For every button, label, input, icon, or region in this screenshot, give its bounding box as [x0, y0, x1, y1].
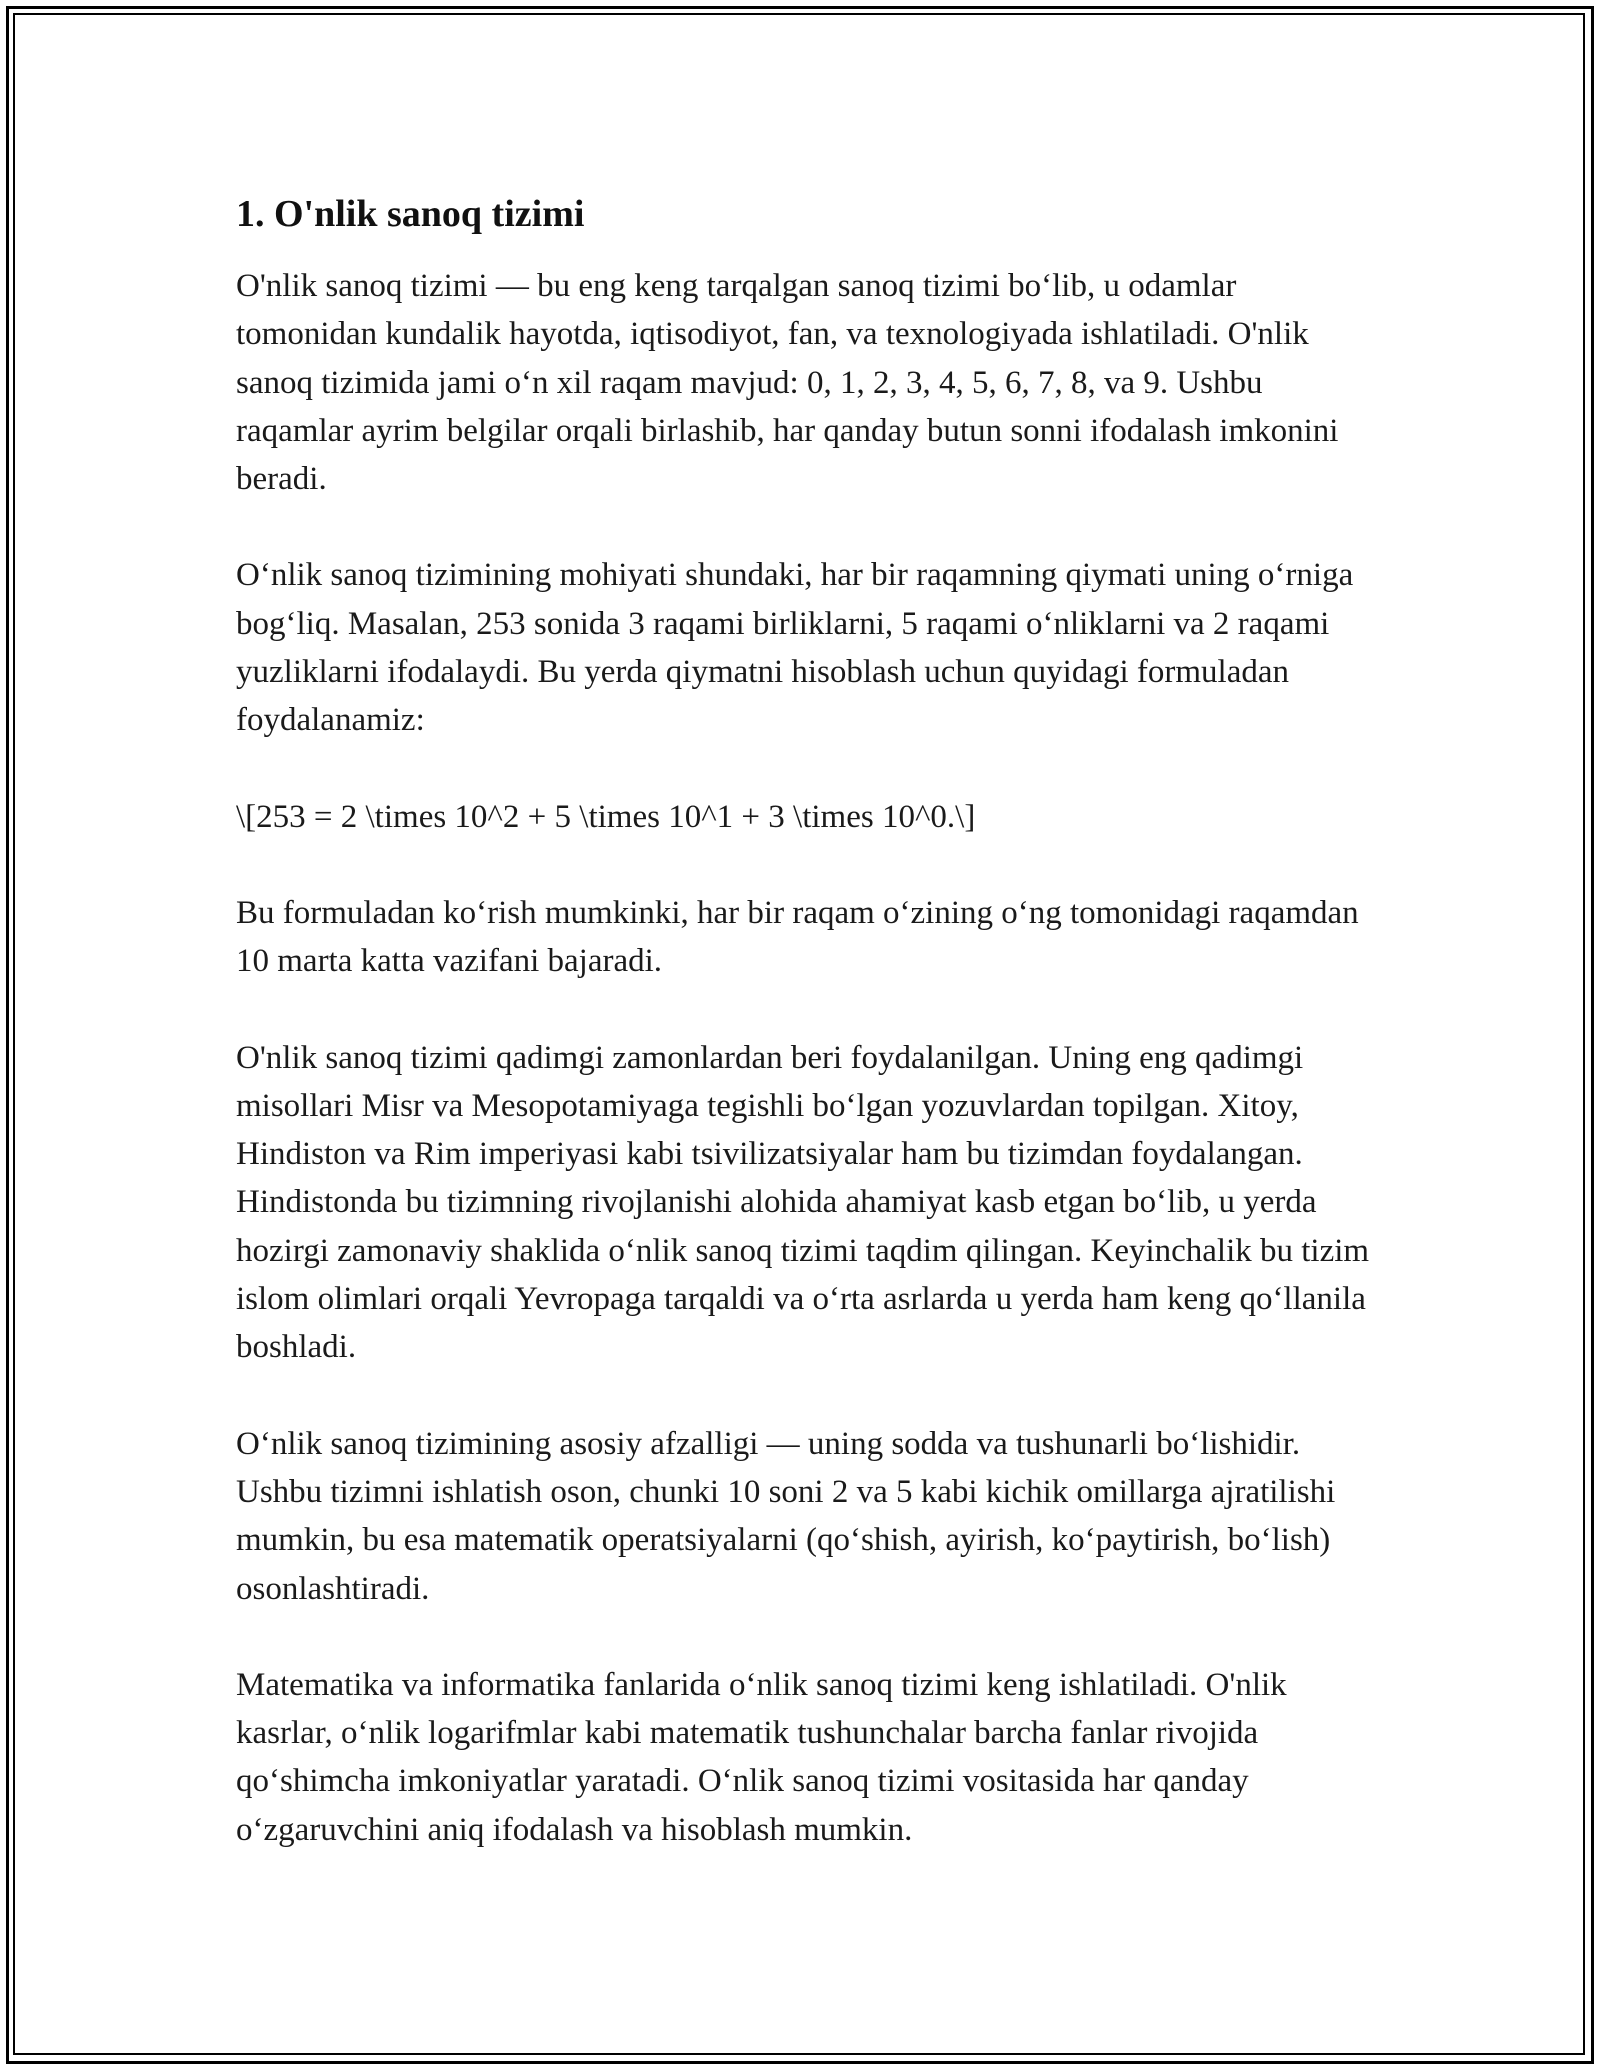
formula-line: \[253 = 2 \times 10^2 + 5 \times 10^1 + 3 \times 10^0.\]: [236, 798, 976, 835]
paragraph-applications: Matematika va informatika fanlarida o‘nlik sanoq tizimi keng ishlatiladi. O'nlik kasrlar, o‘nlik logarifmlar kabi matematik tushunchalar barcha fanlar rivojida qo‘shimcha imkoniyatlar yaratadi. O‘nlik sanoq tizimi vositasida har qanday o‘zgaruvchini aniq ifodalash va hisoblash mumkin.: [236, 1666, 1287, 1848]
paragraph-positional-value: O‘nlik sanoq tizimining mohiyati shundaki, har bir raqamning qiymati uning o‘rniga bog‘liq. Masalan, 253 sonida 3 raqami birliklarni, 5 raqami o‘nliklarni va 2 raqami yuzliklarni ifodalaydi. Bu yerda qiymatni hisoblash uchun quyidagi formuladan foydalanamiz:: [236, 557, 1354, 739]
document-body: [236, 186, 1376, 1902]
paragraph-intro: O'nlik sanoq tizimi — bu eng keng tarqalgan sanoq tizimi bo‘lib, u odamlar tomonidan kundalik hayotda, iqtisodiyot, fan, va texnologiyada ishlatiladi. O'nlik sanoq tizimida jami o‘n xil raqam mavjud: 0, 1, 2, 3, 4, 5, 6, 7, 8, va 9. Ushbu raqamlar ayrim belgilar orqali birlashib, har qanday butun sonni ifodalash imkonini beradi.: [236, 268, 1339, 498]
paragraph-advantages: O‘nlik sanoq tizimining asosiy afzalligi — uning sodda va tushunarli bo‘lishidir. Ushbu tizimni ishlatish oson, chunki 10 soni 2 va 5 kabi kichik omillarga ajratilishi mumkin, bu esa matematik operatsiyalarni (qo‘shish, ayirish, ko‘paytirish, bo‘lish) osonlashtiradi.: [236, 1425, 1336, 1607]
section-heading: 1. O'nlik sanoq tizimi: [236, 193, 585, 235]
paragraph-history: O'nlik sanoq tizimi qadimgi zamonlardan beri foydalanilgan. Uning eng qadimgi misollari Misr va Mesopotamiyaga tegishli bo‘lgan yozuvlardan topilgan. Xitoy, Hindiston va Rim imperiyasi kabi tsivilizatsiyalar ham bu tizimdan foydalangan. Hindistonda bu tizimning rivojlanishi alohida ahamiyat kasb etgan bo‘lib, u yerda hozirgi zamonaviy shaklida o‘nlik sanoq tizimi taqdim qilingan. Keyinchalik bu tizim islom olimlari orqali Yevropaga tarqaldi va o‘rta asrlarda u yerda ham keng qo‘llanila boshladi.: [236, 1039, 1370, 1366]
paragraph-formula-explanation: Bu formuladan ko‘rish mumkinki, har bir raqam o‘zining o‘ng tomonidagi raqamdan 10 marta katta vazifani bajaradi.: [236, 894, 1359, 980]
